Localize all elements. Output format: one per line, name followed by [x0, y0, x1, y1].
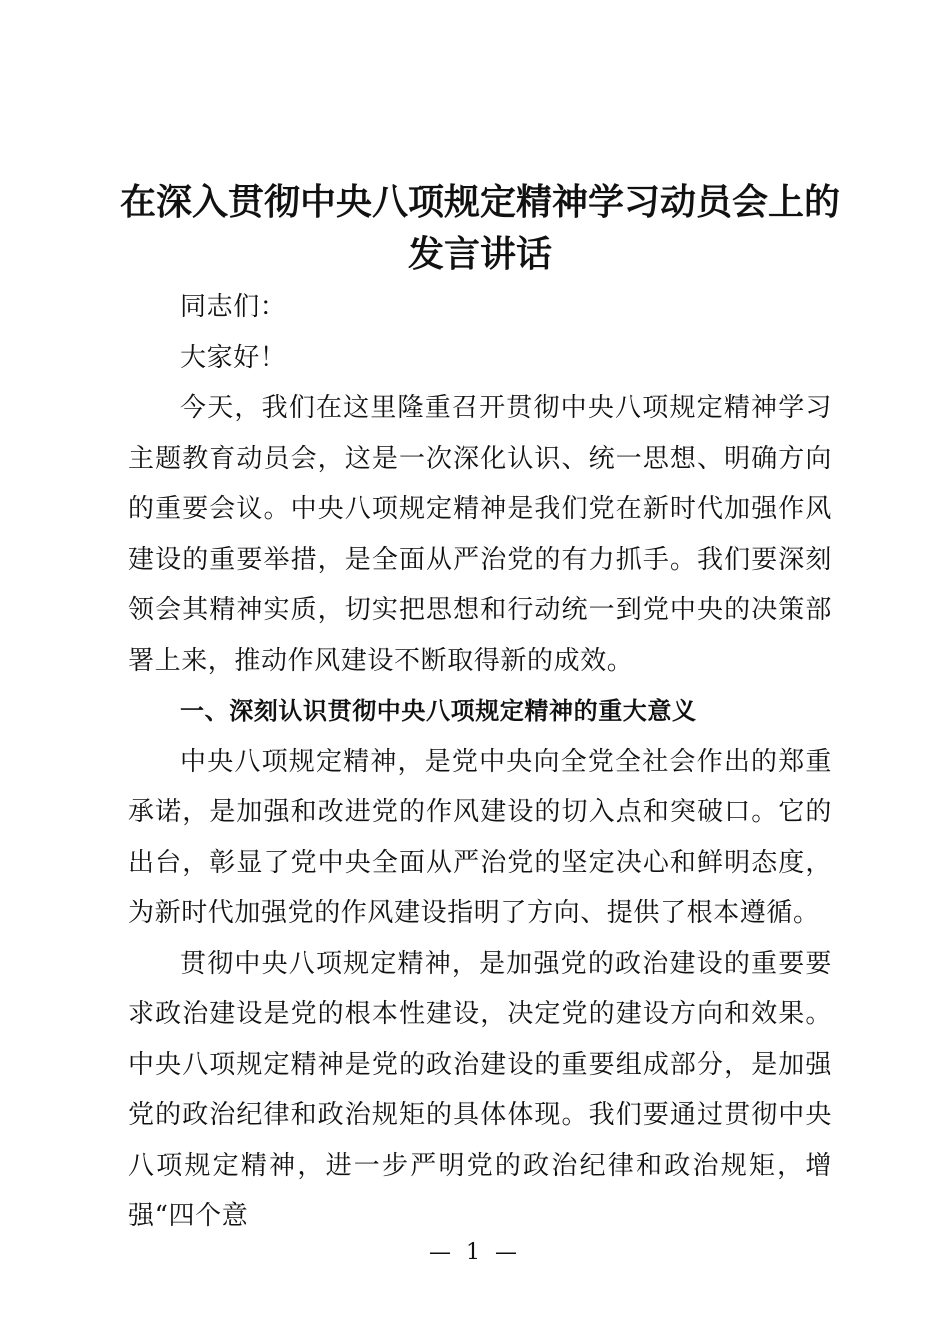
page-number: — 1 — [429, 1240, 521, 1265]
section-heading: 一、深刻认识贯彻中央八项规定精神的重大意义 [180, 697, 697, 725]
body-paragraph: 贯彻中央八项规定精神，是加强党的政治建设的重要要求政治建设是党的根本性建设，决定党的建设方向和效果。中央八项规定精神是党的政治建设的重要组成部分，是加强党的政治纪律和政治规矩的具体体现。我们要通过贯彻中央八项规定精神，进一步严明党的政治纪律和政治规矩，增强“四个意 [128, 948, 832, 1231]
body-paragraph: 中央八项规定精神，是党中央向全党全社会作出的郑重承诺，是加强和改进党的作风建设的切入点和突破口。它的出台，彰显了党中央全面从严治党的坚定决心和鲜明态度，为新时代加强党的作风建设指明了方向、提供了根本遵循。 [128, 746, 832, 928]
title-line-2: 发言讲话 [407, 233, 552, 275]
document-body [128, 282, 832, 1242]
greeting-paragraph: 大家好！ [180, 342, 287, 373]
title-line-1: 在深入贯彻中央八项规定精神学习动员会上的 [119, 181, 840, 223]
salutation-paragraph: 同志们： [180, 292, 287, 322]
intro-paragraph: 今天，我们在这里隆重召开贯彻中央八项规定精神学习主题教育动员会，这是一次深化认识、统一思想、明确方向的重要会议。中央八项规定精神是我们党在新时代加强作风建设的重要举措，是全面从严治党的有力抓手。我们要深刻领会其精神实质，切实把思想和行动统一到党中央的决策部署上来，推动作风建设不断取得新的成效。 [128, 393, 832, 676]
document-title [100, 176, 860, 280]
